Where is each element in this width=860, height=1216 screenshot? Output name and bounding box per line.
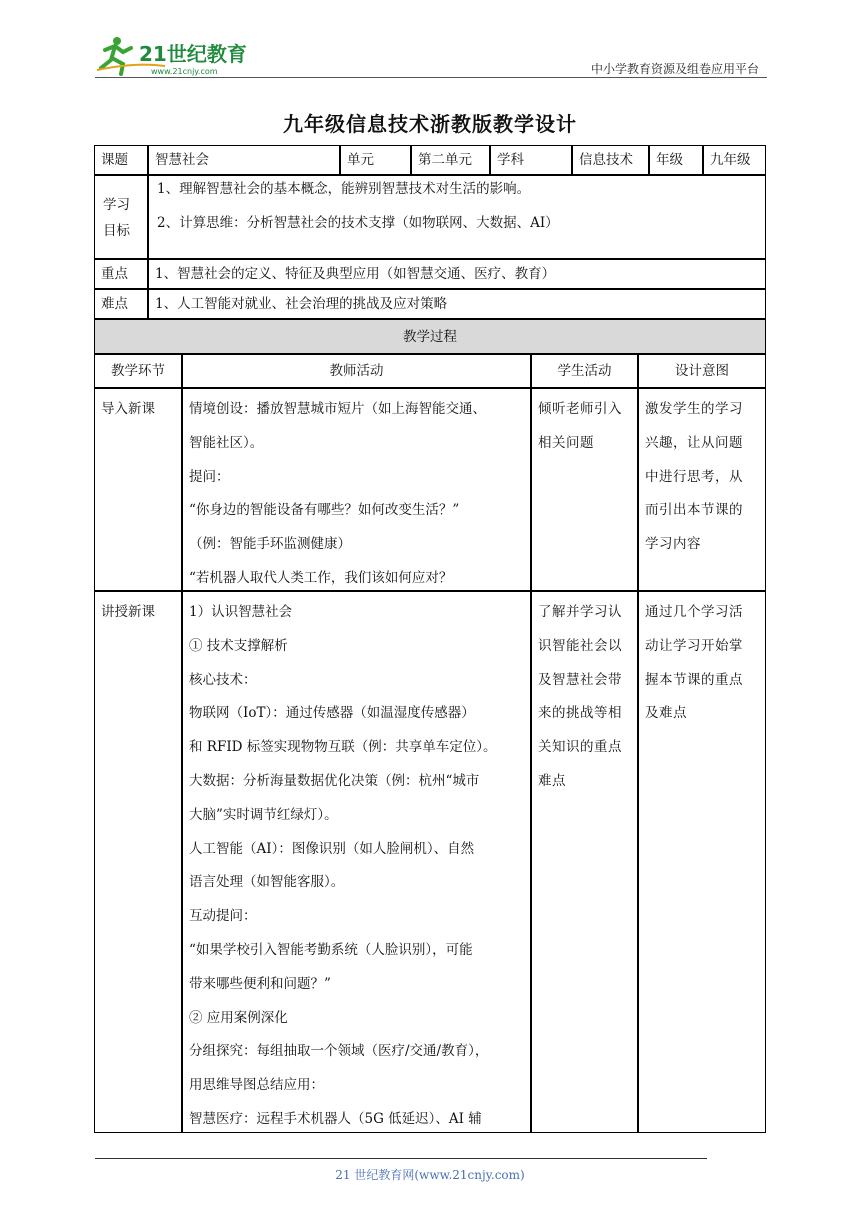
objective-item: 2、计算思维：分析智慧社会的技术支撑（如物联网、大数据、AI） [157,215,559,231]
intent-line: 激发学生的学习 [645,401,743,417]
page-header [95,30,767,80]
teacher-line: 带来哪些便利和问题？” [189,975,331,992]
design-intent-cell [638,591,766,1133]
intent-line: 学习内容 [645,536,701,553]
unit-label: 单元 [340,145,411,175]
intent-line: 及难点 [645,705,687,722]
stage-cell [94,388,182,591]
teacher-line: “若机器人取代人类工作，我们该如何应对？ [189,569,453,586]
student-line: 关知识的重点 [538,739,622,756]
design-intent-cell [638,388,766,591]
teacher-line: （例：智能手环监测健康） [189,536,351,553]
stage-label: 导入新课 [101,401,155,417]
platform-name: 中小学教育资源及组卷应用平台 [590,62,759,76]
teacher-line: 用思维导图总结应用： [189,1077,324,1094]
objective-label-line: 目标 [103,223,130,239]
grade-value: 九年级 [703,145,766,175]
col-header-intent: 设计意图 [638,354,766,388]
teacher-line: 分组探究：每组抽取一个领域（医疗/交通/教育）， [189,1043,489,1060]
student-line: 相关问题 [538,434,594,451]
lesson-label: 课题 [94,145,148,175]
logo-text: 21世纪教育 [139,42,247,66]
student-line: 难点 [538,772,566,789]
stage-cell [94,591,182,1133]
document-title: 九年级信息技术浙教版教学设计 [283,112,577,136]
header-divider [95,77,767,78]
unit-value: 第二单元 [411,145,490,175]
key-value: 1、智慧社会的定义、特征及典型应用（如智慧交通、医疗、教育） [148,259,766,289]
grade-label: 年级 [649,145,703,175]
teacher-line: 1）认识智慧社会 [189,604,293,620]
stage-label: 讲授新课 [101,604,155,620]
teacher-line: 情境创设：播放智慧城市短片（如上海智能交通、 [189,401,486,417]
process-section-title: 教学过程 [94,319,766,354]
intent-line: 握本节课的重点 [645,671,743,688]
student-line: 倾听老师引入 [538,401,622,417]
footer-link[interactable]: 21 世纪教育网(www.21cnjy.com) [335,1168,525,1182]
teacher-line: 互动提问： [189,908,257,925]
intent-line: 而引出本节课的 [645,502,743,519]
objective-list [148,175,766,259]
teacher-line: 物联网（IoT）：通过传感器（如温湿度传感器） [189,705,475,722]
teacher-line: 智能社区）。 [189,434,264,451]
teacher-line: 核心技术： [189,671,257,688]
teacher-line: 提问： [189,468,230,485]
intent-line: 兴趣，让从问题 [645,434,743,451]
intent-line: 通过几个学习活 [645,604,743,620]
teacher-activity-cell [182,388,531,591]
intent-line: 中进行思考，从 [645,468,743,485]
key-label: 重点 [94,259,148,289]
objective-label [94,175,148,259]
student-line: 识智能社会以 [538,637,622,654]
student-activity-cell [531,591,638,1133]
objective-label-line: 学习 [103,197,130,213]
teacher-line: “你身边的智能设备有哪些？如何改变生活？” [189,502,460,519]
teacher-line: ② 应用案例深化 [189,1009,288,1026]
difficulty-label: 难点 [94,289,148,319]
teacher-line: ① 技术支撑解析 [189,637,288,654]
student-line: 了解并学习认 [538,604,622,620]
teacher-line: 语言处理（如智能客服）。 [189,874,345,891]
logo-url: www.21cnjy.com [151,67,218,76]
student-line: 及智慧社会带 [538,671,622,688]
objective-item: 1、理解智慧社会的基本概念，能辨别智慧技术对生活的影响。 [157,181,531,197]
footer-divider [95,1158,707,1159]
teacher-line: “如果学校引入智能考勤系统（人脸识别），可能 [189,941,473,958]
teacher-line: 智慧医疗：远程手术机器人（5G 低延迟）、AI 辅 [189,1110,482,1127]
col-header-stage: 教学环节 [94,354,182,388]
col-header-student: 学生活动 [531,354,638,388]
subject-label: 学科 [490,145,572,175]
teacher-line: 和 RFID 标签实现物物互联（例：共享单车定位）。 [189,739,497,756]
site-logo [95,32,265,78]
subject-value: 信息技术 [572,145,649,175]
teacher-line: 大脑”实时调节红绿灯）。 [189,806,338,823]
student-activity-cell [531,388,638,591]
teacher-line: 人工智能（AI）：图像识别（如人脸闸机）、自然 [189,840,475,857]
difficulty-value: 1、人工智能对就业、社会治理的挑战及应对策略 [148,289,766,319]
teacher-line: 大数据：分析海量数据优化决策（例：杭州“城市 [189,772,480,789]
student-line: 来的挑战等相 [538,705,622,722]
lesson-value: 智慧社会 [148,145,340,175]
intent-line: 动让学习开始掌 [645,637,743,654]
teacher-activity-cell [182,591,531,1133]
col-header-teacher: 教师活动 [182,354,531,388]
